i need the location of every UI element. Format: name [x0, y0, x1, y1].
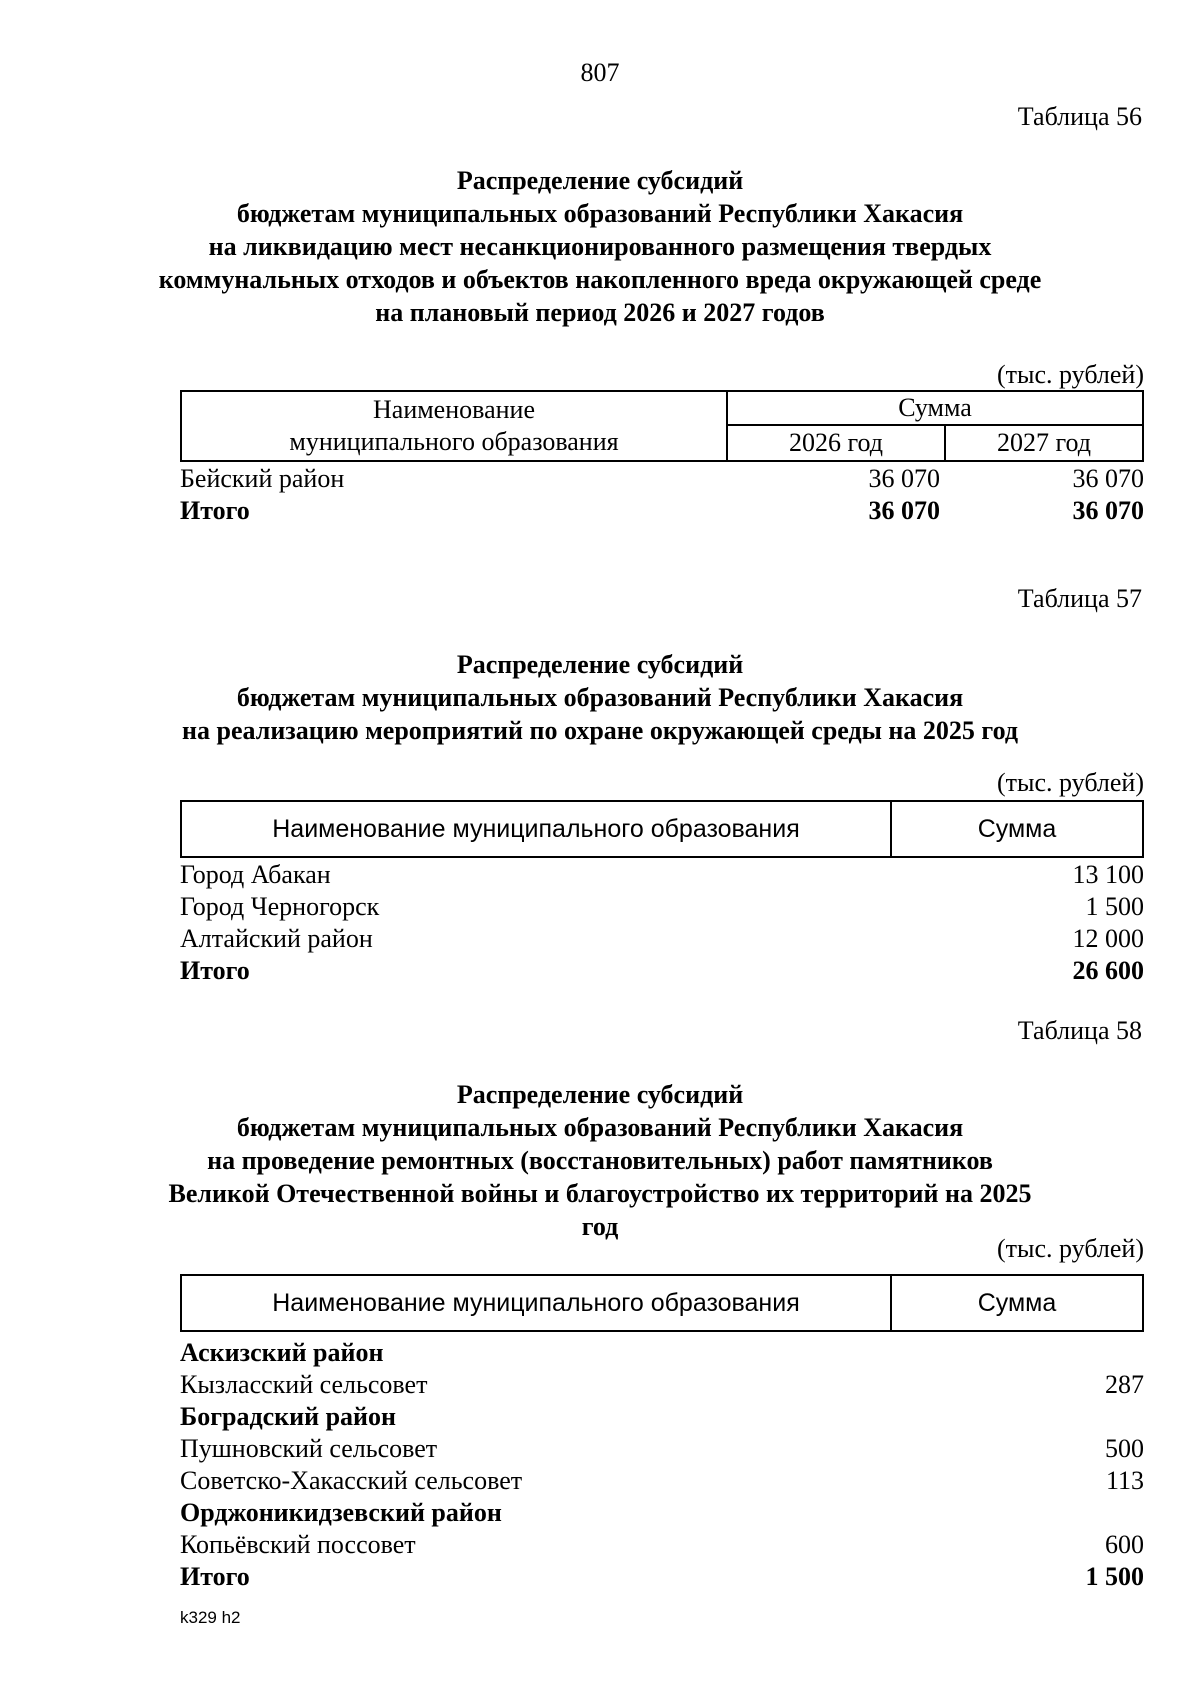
table-58-title	[150, 1078, 1050, 1243]
title-line: бюджетам муниципальных образований Республики Хакасия	[236, 1113, 964, 1142]
header-sum-cell	[728, 392, 1142, 426]
title-line: Распределение субсидий	[456, 166, 744, 195]
row-value-2027: 36 070	[1072, 464, 1144, 493]
title-line: на реализацию мероприятий по охране окружающей среды на 2025 год	[182, 716, 1018, 745]
total-value: 26 600	[1072, 956, 1144, 985]
header-sum-cell	[892, 802, 1142, 856]
group-row	[180, 1338, 1144, 1370]
title-line: Распределение субсидий	[456, 650, 744, 679]
group-name: Боградский район	[180, 1402, 397, 1431]
units-label: (тыс. рублей)	[996, 360, 1144, 389]
table-row	[180, 1370, 1144, 1402]
row-value-2026: 36 070	[868, 464, 940, 493]
footer-code: k329 h2	[180, 1608, 241, 1627]
total-value: 1 500	[1085, 1562, 1144, 1591]
table-56-title	[150, 164, 1050, 329]
row-value: 600	[1105, 1530, 1144, 1559]
table-57-label: Таблица 57	[1017, 584, 1142, 613]
header-name-cell	[182, 1276, 892, 1330]
header-name-line2: муниципального образования	[289, 427, 619, 456]
title-line: на плановый период 2026 и 2027 годов	[375, 298, 825, 327]
group-name: Орджоникидзевский район	[180, 1498, 502, 1527]
row-value: 287	[1105, 1370, 1144, 1399]
header-name-line1: Наименование	[373, 395, 535, 424]
header-year1: 2026 год	[789, 428, 883, 457]
table-row	[180, 1466, 1144, 1498]
units-label: (тыс. рублей)	[996, 1234, 1144, 1263]
row-value: 13 100	[1072, 860, 1144, 889]
header-name: Наименование муниципального образования	[272, 814, 800, 843]
row-name: Копьёвский поссовет	[180, 1530, 416, 1559]
total-value-2027: 36 070	[1072, 496, 1144, 525]
total-label: Итого	[180, 496, 250, 525]
table-57-header	[180, 800, 1144, 858]
table-58-header	[180, 1274, 1144, 1332]
row-name: Алтайский район	[180, 924, 373, 953]
table-total-row	[180, 1562, 1144, 1594]
table-row	[180, 924, 1144, 956]
table-row	[180, 860, 1144, 892]
group-row	[180, 1402, 1144, 1434]
row-name: Бейский район	[180, 464, 345, 493]
total-label: Итого	[180, 1562, 250, 1591]
units-label: (тыс. рублей)	[996, 768, 1144, 797]
title-line: Распределение субсидий	[456, 1080, 744, 1109]
title-line: бюджетам муниципальных образований Республики Хакасия	[236, 683, 964, 712]
table-58-label: Таблица 58	[1017, 1016, 1142, 1045]
table-56-header	[180, 390, 1144, 462]
table-row	[180, 1530, 1144, 1562]
title-line: коммунальных отходов и объектов накопленного вреда окружающей среде	[158, 265, 1042, 294]
total-label: Итого	[180, 956, 250, 985]
header-name-cell	[182, 802, 892, 856]
header-year2: 2027 год	[997, 428, 1091, 457]
row-value: 500	[1105, 1434, 1144, 1463]
row-value: 1 500	[1085, 892, 1144, 921]
header-year2-cell	[946, 426, 1142, 460]
header-name-cell	[182, 392, 728, 460]
table-57-title	[150, 648, 1050, 747]
title-line: Великой Отечественной войны и благоустройство их территорий на 2025 год	[168, 1179, 1032, 1241]
row-name: Кызласский сельсовет	[180, 1370, 428, 1399]
row-name: Советско-Хакасский сельсовет	[180, 1466, 523, 1495]
page-number: 807	[580, 58, 620, 87]
row-name: Пушновский сельсовет	[180, 1434, 438, 1463]
header-sum: Сумма	[977, 814, 1057, 843]
table-total-row	[180, 956, 1144, 988]
table-total-row	[180, 496, 1144, 528]
row-name: Город Абакан	[180, 860, 331, 889]
table-56-label: Таблица 56	[1017, 102, 1142, 131]
row-value: 113	[1105, 1466, 1144, 1495]
table-row	[180, 464, 1144, 496]
total-value-2026: 36 070	[868, 496, 940, 525]
group-name: Аскизский район	[180, 1338, 384, 1367]
title-line: бюджетам муниципальных образований Республики Хакасия	[236, 199, 964, 228]
title-line: на ликвидацию мест несанкционированного размещения твердых	[208, 232, 992, 261]
header-sum-cell	[892, 1276, 1142, 1330]
row-name: Город Черногорск	[180, 892, 380, 921]
header-sum: Сумма	[898, 393, 972, 422]
group-row	[180, 1498, 1144, 1530]
title-line: на проведение ремонтных (восстановительных) работ памятников	[207, 1146, 993, 1175]
table-row	[180, 892, 1144, 924]
header-sum: Сумма	[977, 1288, 1057, 1317]
header-year1-cell	[728, 426, 946, 460]
header-name: Наименование муниципального образования	[272, 1288, 800, 1317]
table-row	[180, 1434, 1144, 1466]
row-value: 12 000	[1072, 924, 1144, 953]
